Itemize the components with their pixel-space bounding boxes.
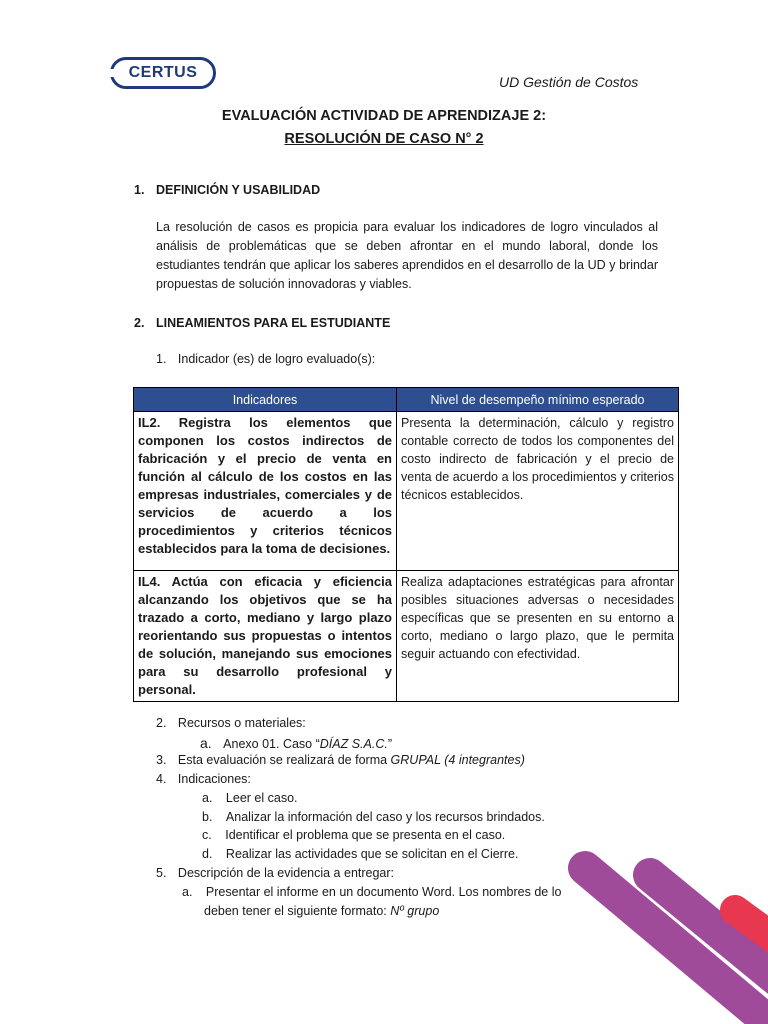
list-item-4a: a. Leer el caso. [202,791,298,805]
section-1-paragraph: La resolución de casos es propicia para evaluar los indicadores de logro vinculados al análisis de problemáticas que se deben afrontar en el mundo laboral, donde los estudiantes tendrán que aplicar los saberes aprendidos en el desarrollo de la UD y brindar propuestas de solución innovadoras y viables. [156,220,658,291]
list-item-4: 4. Indicaciones: [156,772,251,786]
list-item-3: 3. Esta evaluación se realizará de forma GRUPAL (4 integrantes) [156,753,525,767]
table-header: Nivel de desempeño mínimo esperado [397,388,679,412]
list-item-5a: a. Presentar el informe en un documento Word. Los nombres de lo [182,885,562,899]
logo-text: CERTUS [128,64,198,81]
list-item-2a: a. Anexo 01. Caso “DÍAZ S.A.C.” [200,735,393,751]
list-item-4b: b. Analizar la información del caso y los recursos brindados. [202,810,545,824]
table-cell-level: Presenta la determinación, cálculo y registro contable correcto de todos los componentes del costo indirecto de fabricación y el precio de venta de acuerdo a los procedimientos y criterios técnicos establecidos. [397,412,679,571]
document-title: EVALUACIÓN ACTIVIDAD DE APRENDIZAJE 2: [221,108,547,124]
list-item-4d: d. Realizar las actividades que se solicitan en el Cierre. [202,847,519,861]
document-subtitle: RESOLUCIÓN DE CASO N° 2 [284,131,484,147]
list-item-5a-cont: deben tener el siguiente formato: Nº grupo [204,904,440,918]
list-item-2: 2. Recursos o materiales: [156,716,306,730]
table-header: Indicadores [134,388,397,412]
course-name: UD Gestión de Costos [499,74,639,90]
list-item-4c: c. Identificar el problema que se presenta en el caso. [202,828,506,842]
table-cell-indicator: IL2. Registra los elementos que componen los costos indirectos de fabricación y el precio de venta en función al cálculo de los costos en las empresas industriales, comerciales y de servicios de acuerdo a los procedimientos y criterios técnicos establecidos para la toma de decisiones. [134,412,397,571]
sub-item-1: 1. Indicador (es) de logro evaluado(s): [156,352,376,366]
table-cell-indicator: IL4. Actúa con eficacia y eficiencia alcanzando los objetivos que se ha trazado a corto, mediano y largo plazo reorientando sus propuestas o intentos de solución, manejando sus emociones para su desarrollo profesional y personal. [134,571,397,702]
table-cell-level: Realiza adaptaciones estratégicas para afrontar posibles situaciones adversas o necesidades específicas que se presenten en su entorno a corto, mediano o largo plazo, que le permita seguir actuando con efectividad. [397,571,679,702]
list-item-5: 5. Descripción de la evidencia a entregar: [156,866,395,880]
